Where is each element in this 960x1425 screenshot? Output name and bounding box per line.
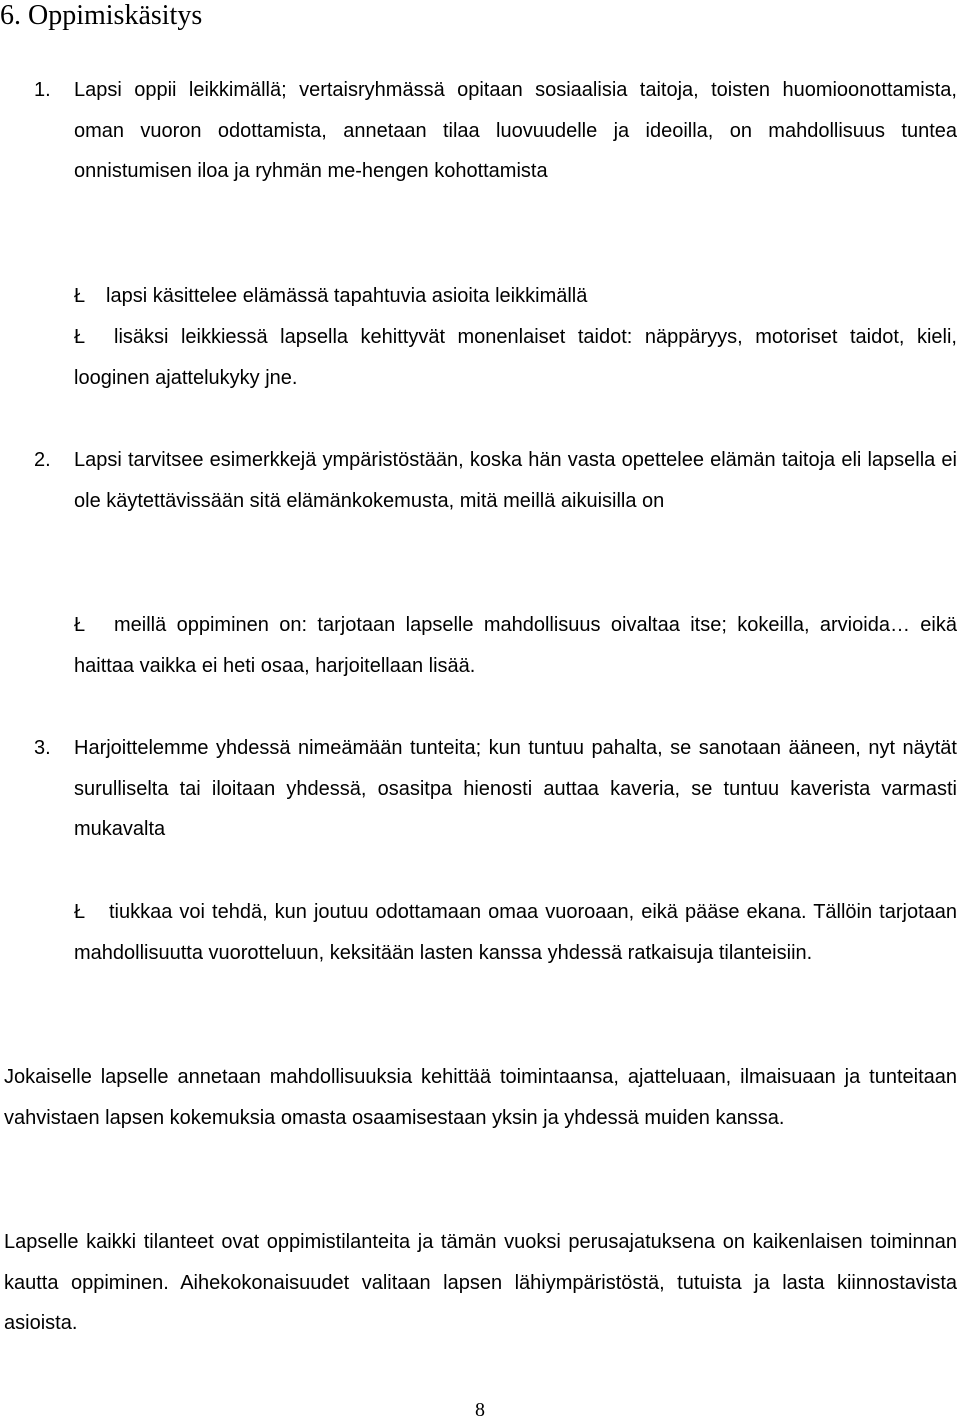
bullet-glyph: Ł	[74, 614, 86, 636]
item-text: Lapsi tarvitsee esimerkkejä ympäristöstään, koska hän vasta opettelee elämän taitoja eli lapsella ei ole käytettävissään sitä elämänkokemusta, mitä meillä aikuisilla on	[74, 449, 957, 512]
item-text: Lapsi oppii leikkimällä; vertaisryhmässä opitaan sosiaalisia taitoja, toisten huomioonottamista, oman vuoron odottamista, annetaan tilaa luovuudelle ja ideoilla, on mahdollisuus tuntea onnistumisen iloa ja ryhmän me-hengen kohottamista	[74, 79, 957, 183]
item-number: 2.	[34, 449, 51, 471]
item-number: 1.	[34, 79, 51, 101]
section-heading: 6. Oppimiskäsitys	[0, 0, 203, 31]
bullet-text: tiukkaa voi tehdä, kun joutuu odottamaan omaa vuoroaan, eikä pääse ekana. Tällöin tarjotaan mahdollisuutta vuorotteluun, keksitään lasten kanssa yhdessä ratkaisuja tilanteisiin.	[74, 901, 957, 964]
bullet-text: lapsi käsittelee elämässä tapahtuvia asioita leikkimällä	[106, 285, 588, 307]
body-paragraph: Jokaiselle lapselle annetaan mahdollisuuksia kehittää toimintaansa, ajatteluaan, ilmaisuaan ja tunteitaan vahvistaen lapsen kokemuksia omasta osaamisestaan yksin ja yhdessä muiden kanssa.	[4, 1066, 957, 1129]
page-number: 8	[475, 1399, 485, 1421]
bullet-glyph: Ł	[74, 901, 86, 923]
bullet-glyph: Ł	[74, 326, 86, 348]
item-number: 3.	[34, 737, 51, 759]
item-text: Harjoittelemme yhdessä nimeämään tunteita; kun tuntuu pahalta, se sanotaan ääneen, nyt näytät surulliselta tai iloitaan yhdessä, osasitpa hienosti auttaa kaveria, se tuntuu kaverista varmasti mukavalta	[74, 737, 957, 841]
body-paragraph: Lapselle kaikki tilanteet ovat oppimistilanteita ja tämän vuoksi perusajatuksena on kaikenlaisen toiminnan kautta oppiminen. Aihekokonaisuudet valitaan lapsen lähiympäristöstä, tutuista ja lasta kiinnostavista asioista.	[4, 1231, 957, 1335]
bullet-glyph: Ł	[74, 285, 86, 307]
bullet-text: lisäksi leikkiessä lapsella kehittyvät monenlaiset taidot: näppäryys, motoriset taidot, kieli, looginen ajattelukyky jne.	[74, 326, 957, 389]
bullet-text: meillä oppiminen on: tarjotaan lapselle mahdollisuus oivaltaa itse; kokeilla, arvioida… eikä haittaa vaikka ei heti osaa, harjoitellaan lisää.	[74, 614, 957, 677]
